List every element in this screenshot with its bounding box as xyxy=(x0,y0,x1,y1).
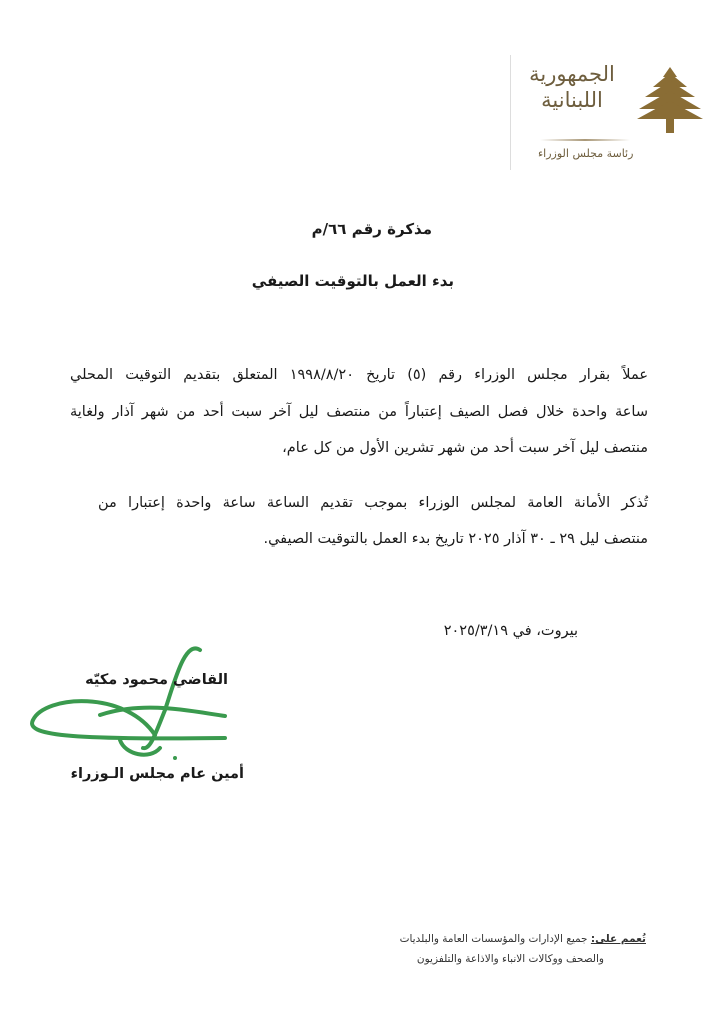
distribution-label: تُعمم على: xyxy=(590,933,646,945)
logo-line1: الجمهورية xyxy=(529,62,615,86)
memo-subject: بدء العمل بالتوقيت الصيفي xyxy=(251,272,454,290)
paragraph1-line3: منتصف ليل آخر سبت أحد من شهر تشرين الأول من كل عام، xyxy=(282,440,648,456)
distribution-line2: والصحف ووكالات الانباء والاذاعة والتلفزيون xyxy=(416,953,604,965)
signature xyxy=(25,640,255,760)
cedar-tree-icon xyxy=(635,65,705,140)
paragraph2-line2: منتصف ليل ٢٩ ـ ٣٠ آذار ٢٠٢٥ تاريخ بدء العمل بالتوقيت الصيفي. xyxy=(263,531,648,547)
logo-office: رئاسة مجلس الوزراء xyxy=(538,147,634,160)
logo-line2: اللبنانية xyxy=(541,88,603,112)
distribution-text1: جميع الإدارات والمؤسسات العامة والبلديات xyxy=(399,933,588,945)
logo-republic-text xyxy=(522,61,622,113)
logo-rule xyxy=(540,139,630,141)
letterhead-logo xyxy=(510,55,710,170)
signatory-title: أمين عام مجلس الـوزراء xyxy=(70,766,244,782)
place-date: بيروت، في ٢٠٢٥/٣/١٩ xyxy=(443,623,578,639)
memo-number: مذكرة رقم ٦٦/م xyxy=(311,220,432,238)
signatory-name: القاضي محمود مكيّه xyxy=(85,672,228,688)
distribution-line1 xyxy=(400,933,646,945)
paragraph1-line1: عملاً بقرار مجلس الوزراء رقم (٥) تاريخ ١٩٩٨/٨/٢٠ المتعلق بتقديم التوقيت المحلي xyxy=(70,367,648,383)
paragraph2-line1: تُذكر الأمانة العامة لمجلس الوزراء بموجب تقديم الساعة ساعة واحدة إعتبارا من xyxy=(98,495,648,511)
logo-divider xyxy=(510,55,511,170)
paragraph1-line2: ساعة واحدة خلال فصل الصيف إعتباراً من منتصف ليل آخر سبت أحد من شهر آذار ولغاية xyxy=(70,404,648,420)
